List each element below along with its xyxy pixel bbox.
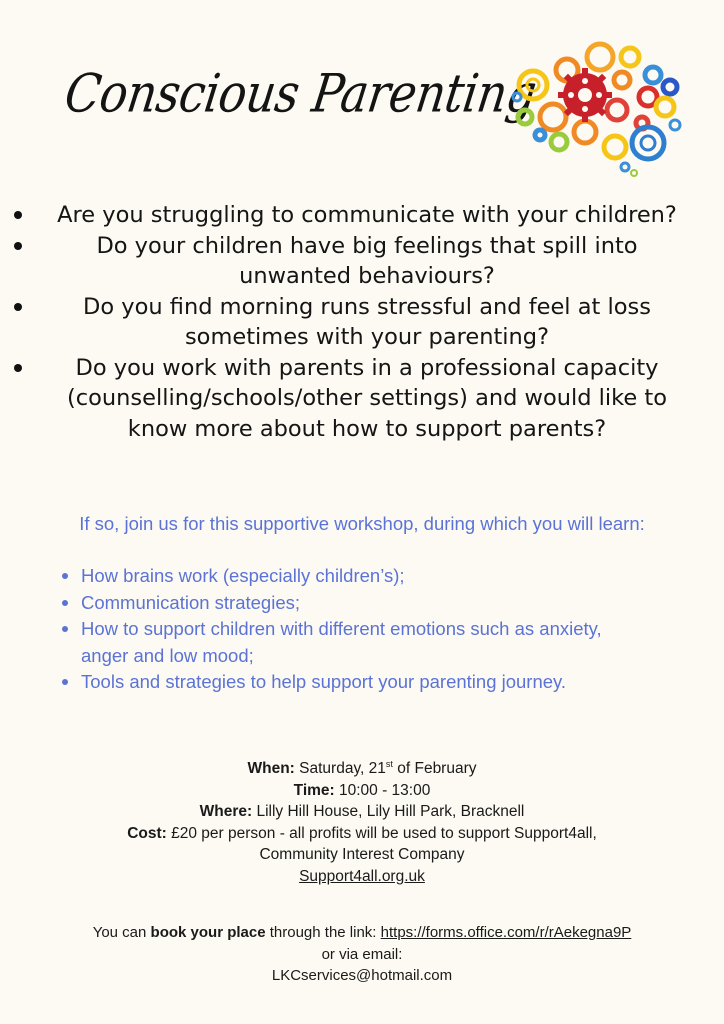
learn-item-text: How brains work (especially children’s);: [81, 565, 405, 586]
learn-item: [60, 616, 680, 669]
question-item: [0, 353, 724, 445]
booking-form-link[interactable]: https://forms.office.com/r/rAekegna9P: [380, 924, 632, 941]
learn-item-text: Tools and strategies to help support your parenting journey.: [81, 671, 567, 692]
website-row: [100, 866, 624, 888]
questions-list: [0, 200, 724, 444]
bullet-icon: [62, 679, 68, 685]
where-row: [100, 801, 624, 823]
question-text: Do you work with parents in a professional capacity (counselling/schools/other settings) and would like to know more about how to support parents?: [67, 354, 667, 442]
website-link[interactable]: Support4all.org.uk: [299, 867, 425, 885]
booking-emphasis: book your place: [150, 924, 266, 941]
learn-item: [60, 563, 680, 590]
learn-item: [60, 590, 680, 617]
question-text: Do you find morning runs stressful and feel at loss sometimes with your parenting?: [83, 293, 651, 350]
when-label: When:: [247, 760, 295, 777]
booking-info: [40, 922, 684, 987]
event-details: [100, 758, 624, 888]
booking-middle: through the link:: [265, 924, 381, 941]
time-label: Time:: [293, 781, 335, 799]
when-row: [100, 758, 624, 780]
where-value: Lilly Hill House, Lily Hill Park, Bracknell: [256, 803, 525, 821]
question-text: Are you struggling to communicate with your children?: [57, 202, 677, 228]
learn-item-text: How to support children with different emotions such as anxiety, anger and low mood;: [81, 618, 602, 666]
workshop-intro: If so, join us for this supportive workshop, during which you will learn:: [79, 513, 645, 534]
time-value: 10:00 - 13:00: [339, 781, 431, 799]
booking-or-email: or via email:: [321, 945, 403, 963]
page-title: Conscious Parenting: [61, 62, 541, 125]
learn-list: [60, 563, 680, 696]
bullet-icon: [14, 303, 22, 311]
where-label: Where:: [199, 803, 253, 821]
cost-value: £20 per person - all profits will be used to support Support4all, Community Interest Company: [171, 824, 597, 864]
brain-gears-icon: [505, 35, 685, 177]
cost-row: [100, 823, 624, 866]
cost-label: Cost:: [127, 824, 167, 842]
bullet-icon: [14, 242, 22, 250]
booking-email[interactable]: LKCservices@hotmail.com: [271, 967, 453, 984]
when-value: Saturday, 21: [299, 760, 386, 777]
question-text: Do your children have big feelings that spill into unwanted behaviours?: [96, 232, 638, 289]
question-item: [0, 200, 724, 231]
question-item: [0, 231, 724, 292]
bullet-icon: [14, 211, 22, 219]
learn-item: [60, 669, 680, 696]
question-item: [0, 292, 724, 353]
learn-item-text: Communication strategies;: [81, 591, 301, 613]
bullet-icon: [62, 626, 68, 632]
when-ordinal: st: [385, 758, 393, 769]
booking-link-row: [40, 922, 684, 944]
time-row: [100, 780, 624, 802]
booking-prefix: You can: [92, 924, 151, 941]
bullet-icon: [62, 600, 68, 606]
bullet-icon: [62, 573, 68, 579]
when-suffix: of February: [392, 760, 477, 777]
bullet-icon: [14, 364, 22, 372]
